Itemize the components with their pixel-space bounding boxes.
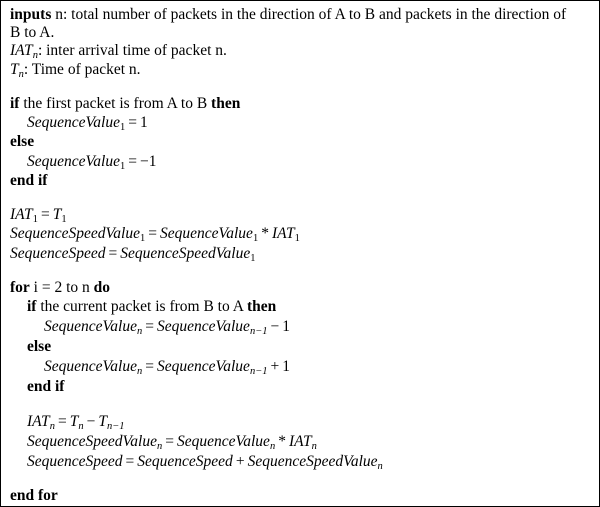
else-line-2 <box>27 338 51 356</box>
seqval-var: SequenceValue <box>156 358 250 375</box>
seqspeedval-sub: n <box>156 441 163 452</box>
seqval-var: SequenceValue <box>27 114 120 131</box>
seqspeedval-var: SequenceSpeedValue <box>10 225 140 242</box>
seqspeedval-sub: 1 <box>139 233 146 244</box>
seqval-sub: 1 <box>252 233 259 244</box>
for-range: i = 2 to n <box>33 279 90 296</box>
if-keyword: if <box>27 298 37 315</box>
current-condition: the current packet is from B to A <box>40 298 244 315</box>
iat-sub: n <box>32 50 38 61</box>
t-sub: n <box>78 421 84 432</box>
seqspeedval-sub: n <box>377 461 383 472</box>
inputs-continuation-text: B to A. <box>10 24 55 41</box>
assign-iat1: $IAT_1 = T_1$ <box>10 206 67 225</box>
if-keyword: if <box>10 95 20 112</box>
seqval-var: SequenceValue <box>44 318 137 335</box>
value-neg: −1 <box>139 153 157 170</box>
assign-seqvaln-minus: SequenceValue$_n$ = SequenceValue$_{n-1}$ − 1 <box>44 318 291 337</box>
seqval-var: SequenceValue <box>159 225 253 242</box>
seqval-sub: n <box>136 366 143 377</box>
else-keyword: else <box>27 338 52 355</box>
assign-seqspeed-accum: SequenceSpeed = SequenceSpeed + SequenceSpeedValue$_n$ <box>27 453 383 472</box>
t-var: T <box>98 413 107 430</box>
t-sub: n <box>18 69 24 80</box>
seqspeed-var: SequenceSpeed <box>137 453 233 470</box>
minus-one: 1 <box>282 318 291 335</box>
seqspeed-var: SequenceSpeed <box>10 245 106 262</box>
iat-sub: n <box>311 441 317 452</box>
seqval-var: SequenceValue <box>156 318 250 335</box>
inputs-line <box>10 6 566 24</box>
do-keyword: do <box>93 279 111 296</box>
seqval-sub: n <box>136 326 143 337</box>
seqspeedval-var: SequenceSpeedValue <box>120 245 251 262</box>
assign-seqspeed: SequenceSpeed = SequenceSpeedValue$_1$ <box>10 245 256 264</box>
t-desc: : Time of packet n. <box>23 61 141 78</box>
iat-sub: n <box>49 421 55 432</box>
assign-seqvaln-plus: SequenceValue$_n$ = SequenceValue$_{n-1}$ + 1 <box>44 358 291 377</box>
seqspeedval-var: SequenceSpeedValue <box>247 453 378 470</box>
seqval-sub: n <box>269 441 276 452</box>
end-if-line-2 <box>27 378 64 396</box>
t-sub-prev: n−1 <box>106 421 125 432</box>
seqval-sub: 1 <box>119 161 126 172</box>
assign-seqval1-pos: SequenceValue$_1$ = 1 <box>27 114 148 133</box>
seqspeedval-var: SequenceSpeedValue <box>27 433 157 450</box>
seqval-sub-prev: n−1 <box>249 366 268 377</box>
t-var: T <box>69 413 79 430</box>
first-condition: the first packet is from A to B <box>23 95 208 112</box>
iat-var: IAT <box>10 42 33 59</box>
end-if-keyword: end if <box>10 172 48 189</box>
seqval-var: SequenceValue <box>176 433 270 450</box>
end-for-line <box>10 487 58 505</box>
iat-sub: 1 <box>294 233 300 244</box>
assign-iatn: $IAT_n = T_n - T_{n-1}$ <box>27 413 125 432</box>
end-if-line-1 <box>10 172 47 190</box>
t-definition <box>10 61 141 84</box>
for-keyword: for <box>10 279 30 296</box>
if-current-line <box>27 298 276 316</box>
end-for-keyword: end for <box>10 487 58 504</box>
inputs-line-continuation <box>10 24 54 42</box>
then-keyword: then <box>246 298 277 315</box>
iat-desc: : inter arrival time of packet n. <box>37 42 227 59</box>
iat-var: IAT <box>27 413 50 430</box>
then-keyword: then <box>211 95 241 112</box>
inputs-keyword: inputs <box>10 6 52 23</box>
iat-var: IAT <box>10 206 33 223</box>
end-if-keyword: end if <box>27 378 65 395</box>
if-first-line <box>10 95 240 113</box>
assign-seqspeedval1: SequenceSpeedValue$_1$ = SequenceValue$_1$ * $IAT_1$ <box>10 225 300 244</box>
seqval-var: SequenceValue <box>44 358 137 375</box>
seqspeed-var: SequenceSpeed <box>27 453 123 470</box>
iat-var: IAT <box>271 225 295 242</box>
inputs-description: n: total number of packets in the direction of A to B and packets in the direction of <box>55 6 567 23</box>
seqval-sub-prev: n−1 <box>249 326 268 337</box>
iat-sub: 1 <box>32 214 38 225</box>
t-var: T <box>10 61 19 78</box>
seqval-sub: 1 <box>119 122 126 133</box>
plus-one: 1 <box>282 358 291 375</box>
seqspeedval-sub: 1 <box>250 253 256 264</box>
assign-seqspeedvaln: SequenceSpeedValue$_n$ = SequenceValue$_n$ * $IAT_n$ <box>27 433 317 452</box>
for-line <box>10 279 110 297</box>
t-sub: 1 <box>61 214 67 225</box>
value-pos: 1 <box>139 114 148 131</box>
seqval-var: SequenceValue <box>27 153 120 170</box>
else-line-1 <box>10 133 34 151</box>
iat-var: IAT <box>288 433 312 450</box>
t-var: T <box>52 206 62 223</box>
assign-seqval1-neg: SequenceValue$_1$ = −1 <box>27 153 157 172</box>
else-keyword: else <box>10 133 35 150</box>
